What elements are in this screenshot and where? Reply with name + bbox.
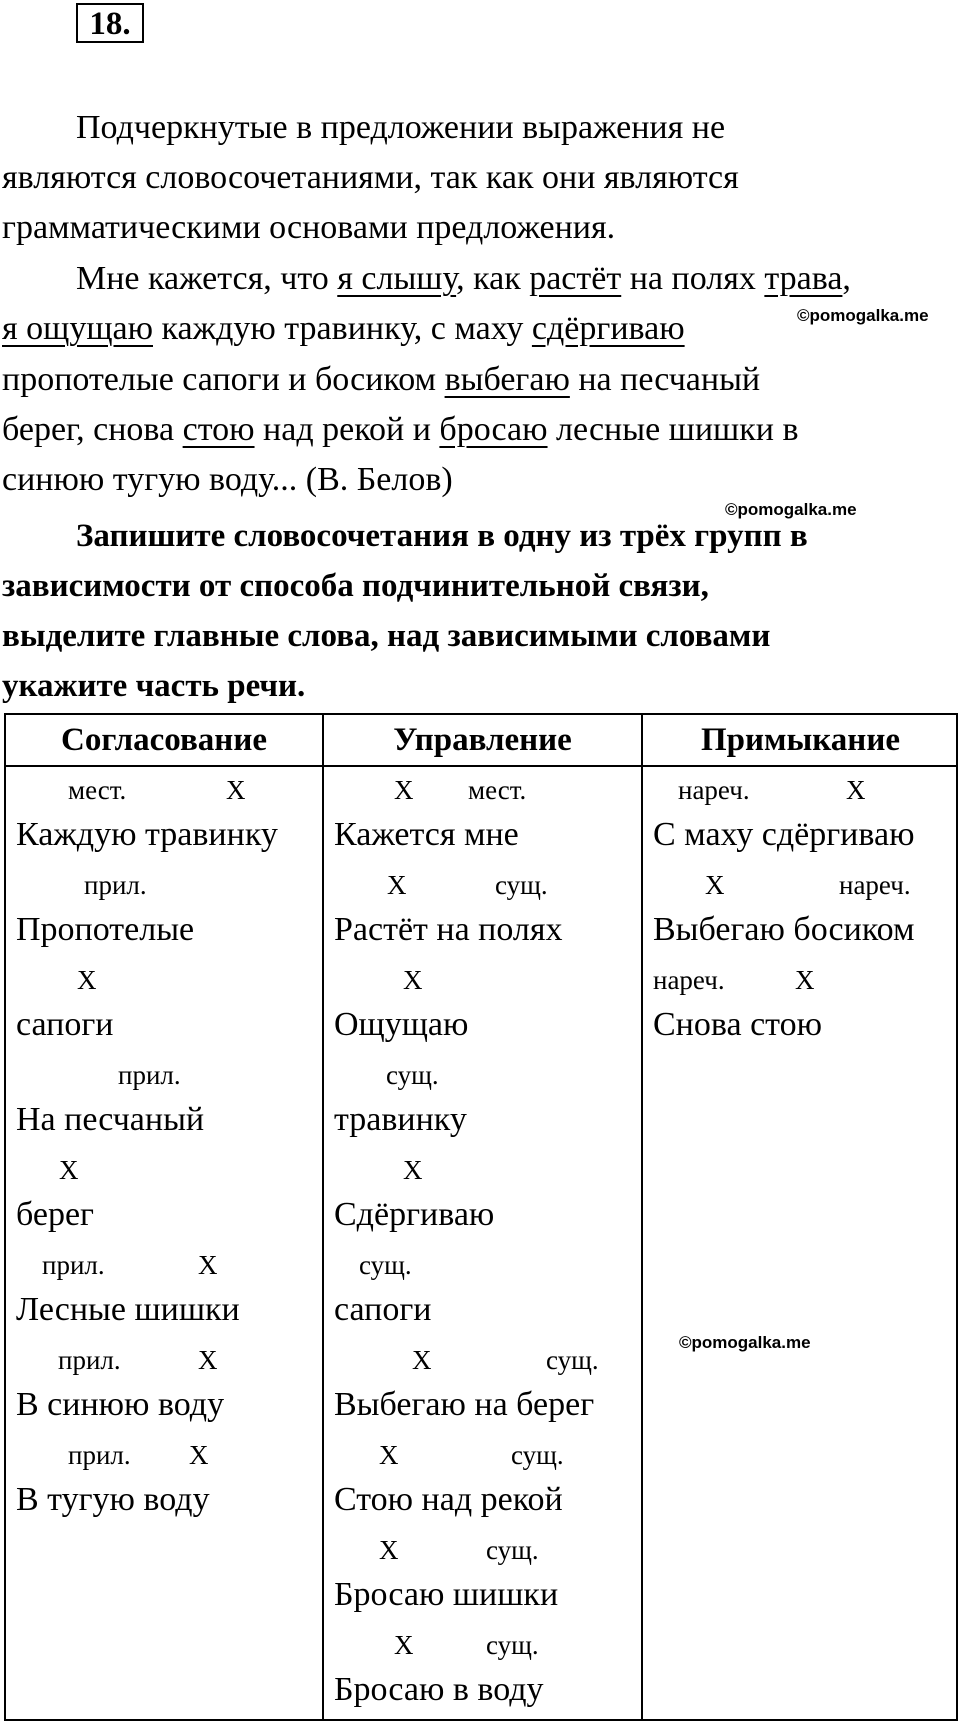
main-word-mark: X: [226, 775, 246, 805]
sentence-line-2: [2, 309, 685, 349]
sentence-text: над рекой и: [254, 411, 440, 448]
table-header-divider: [6, 765, 956, 767]
phrase: Ощущаю: [334, 1006, 469, 1043]
phrase: Лесные шишки: [16, 1291, 240, 1328]
underlined-phrase: бросаю: [439, 411, 548, 448]
pos-label: нареч.: [653, 965, 725, 995]
sentence-text: берег, снова: [2, 411, 183, 448]
instruction-line-2: зависимости от способа подчинительной связи,: [2, 568, 709, 604]
phrase: С маху сдёргиваю: [653, 816, 915, 853]
sentence-text: ,: [842, 260, 851, 297]
sentence-line-4: [2, 410, 799, 450]
phrase: сапоги: [16, 1006, 114, 1043]
phrase: Бросаю в воду: [334, 1671, 544, 1708]
pos-label: прил.: [118, 1060, 181, 1090]
pos-label: сущ.: [359, 1250, 412, 1280]
underlined-phrase: я слышу: [337, 260, 457, 297]
sentence-line-5: синюю тугую воду... (В. Белов): [2, 461, 453, 498]
instruction-line-4: укажите часть речи.: [2, 668, 306, 704]
table-column-divider: [641, 715, 643, 1719]
sentence-text: , как: [456, 260, 530, 297]
main-word-mark: X: [394, 775, 414, 805]
pos-label: прил.: [58, 1345, 121, 1375]
sentence-text: Мне кажется, что: [76, 260, 338, 297]
pos-label: прил.: [42, 1250, 105, 1280]
sentence-text: пропотелые сапоги и босиком: [2, 361, 445, 398]
table-column-divider: [322, 715, 324, 1719]
phrase: Стою над рекой: [334, 1481, 563, 1518]
pos-label: прил.: [68, 1440, 131, 1470]
main-word-mark: X: [198, 1250, 218, 1280]
phrase: Сдёргиваю: [334, 1196, 495, 1233]
underlined-phrase: я ощущаю: [2, 310, 153, 347]
main-word-mark: X: [412, 1345, 432, 1375]
header-adjunction: Примыкание: [701, 722, 900, 758]
phrase: сапоги: [334, 1291, 432, 1328]
phrase: Выбегаю на берег: [334, 1386, 595, 1423]
main-word-mark: X: [387, 870, 407, 900]
phrase: Выбегаю босиком: [653, 911, 915, 948]
main-word-mark: X: [403, 1155, 423, 1185]
phrase: берег: [16, 1196, 94, 1233]
phrase: Растёт на полях: [334, 911, 563, 948]
main-word-mark: X: [795, 965, 815, 995]
phrase: В синюю воду: [16, 1386, 225, 1423]
instruction-line-3: выделите главные слова, над зависимыми словами: [2, 618, 771, 654]
main-word-mark: X: [77, 965, 97, 995]
pos-label: нареч.: [678, 775, 750, 805]
main-word-mark: X: [379, 1440, 399, 1470]
main-word-mark: X: [846, 775, 866, 805]
sentence-text: лесные шишки в: [547, 411, 799, 448]
main-word-mark: X: [705, 870, 725, 900]
sentence-line-1: [76, 259, 851, 299]
instruction-line-1: Запишите словосочетания в одну из трёх групп в: [76, 518, 808, 554]
pos-label: сущ.: [486, 1535, 539, 1565]
intro-line-3: грамматическими основами предложения.: [2, 209, 616, 246]
underlined-phrase: стою: [182, 411, 255, 448]
main-word-mark: X: [403, 965, 423, 995]
phrase: Снова стою: [653, 1006, 822, 1043]
pos-label: прил.: [84, 870, 147, 900]
underlined-phrase: выбегаю: [444, 361, 570, 398]
header-agreement: Согласование: [61, 722, 267, 758]
phrase: На песчаный: [16, 1101, 205, 1138]
phrase: Пропотелые: [16, 911, 195, 948]
phrase: В тугую воду: [16, 1481, 210, 1518]
sentence-line-3: [2, 360, 760, 400]
watermark: ©pomogalka.me: [797, 306, 929, 325]
underlined-phrase: растёт: [529, 260, 622, 297]
main-word-mark: X: [59, 1155, 79, 1185]
phrase: Бросаю шишки: [334, 1576, 559, 1613]
pos-label: мест.: [468, 775, 527, 805]
watermark: ©pomogalka.me: [725, 500, 857, 519]
pos-label: сущ.: [495, 870, 548, 900]
phrase: Кажется мне: [334, 816, 519, 853]
underlined-phrase: трава: [764, 260, 843, 297]
pos-label: сущ.: [511, 1440, 564, 1470]
sentence-text: на полях: [621, 260, 765, 297]
phrase-table: [4, 713, 958, 1721]
pos-label: мест.: [68, 775, 127, 805]
sentence-text: каждую травинку, с маху: [153, 310, 532, 347]
main-word-mark: X: [189, 1440, 209, 1470]
phrase: Каждую травинку: [16, 816, 278, 853]
main-word-mark: X: [198, 1345, 218, 1375]
pos-label: нареч.: [839, 870, 911, 900]
watermark: ©pomogalka.me: [679, 1333, 811, 1352]
underlined-phrase: сдёргиваю: [531, 310, 685, 347]
main-word-mark: X: [394, 1630, 414, 1660]
sentence-text: на песчаный: [569, 361, 761, 398]
intro-line-1: Подчеркнутые в предложении выражения не: [76, 109, 726, 146]
pos-label: сущ.: [546, 1345, 599, 1375]
pos-label: сущ.: [386, 1060, 439, 1090]
main-word-mark: X: [379, 1535, 399, 1565]
pos-label: сущ.: [486, 1630, 539, 1660]
phrase: травинку: [334, 1101, 467, 1138]
intro-line-2: являются словосочетаниями, так как они являются: [2, 159, 739, 196]
header-government: Управление: [393, 722, 572, 758]
task-number: 18.: [76, 3, 144, 43]
